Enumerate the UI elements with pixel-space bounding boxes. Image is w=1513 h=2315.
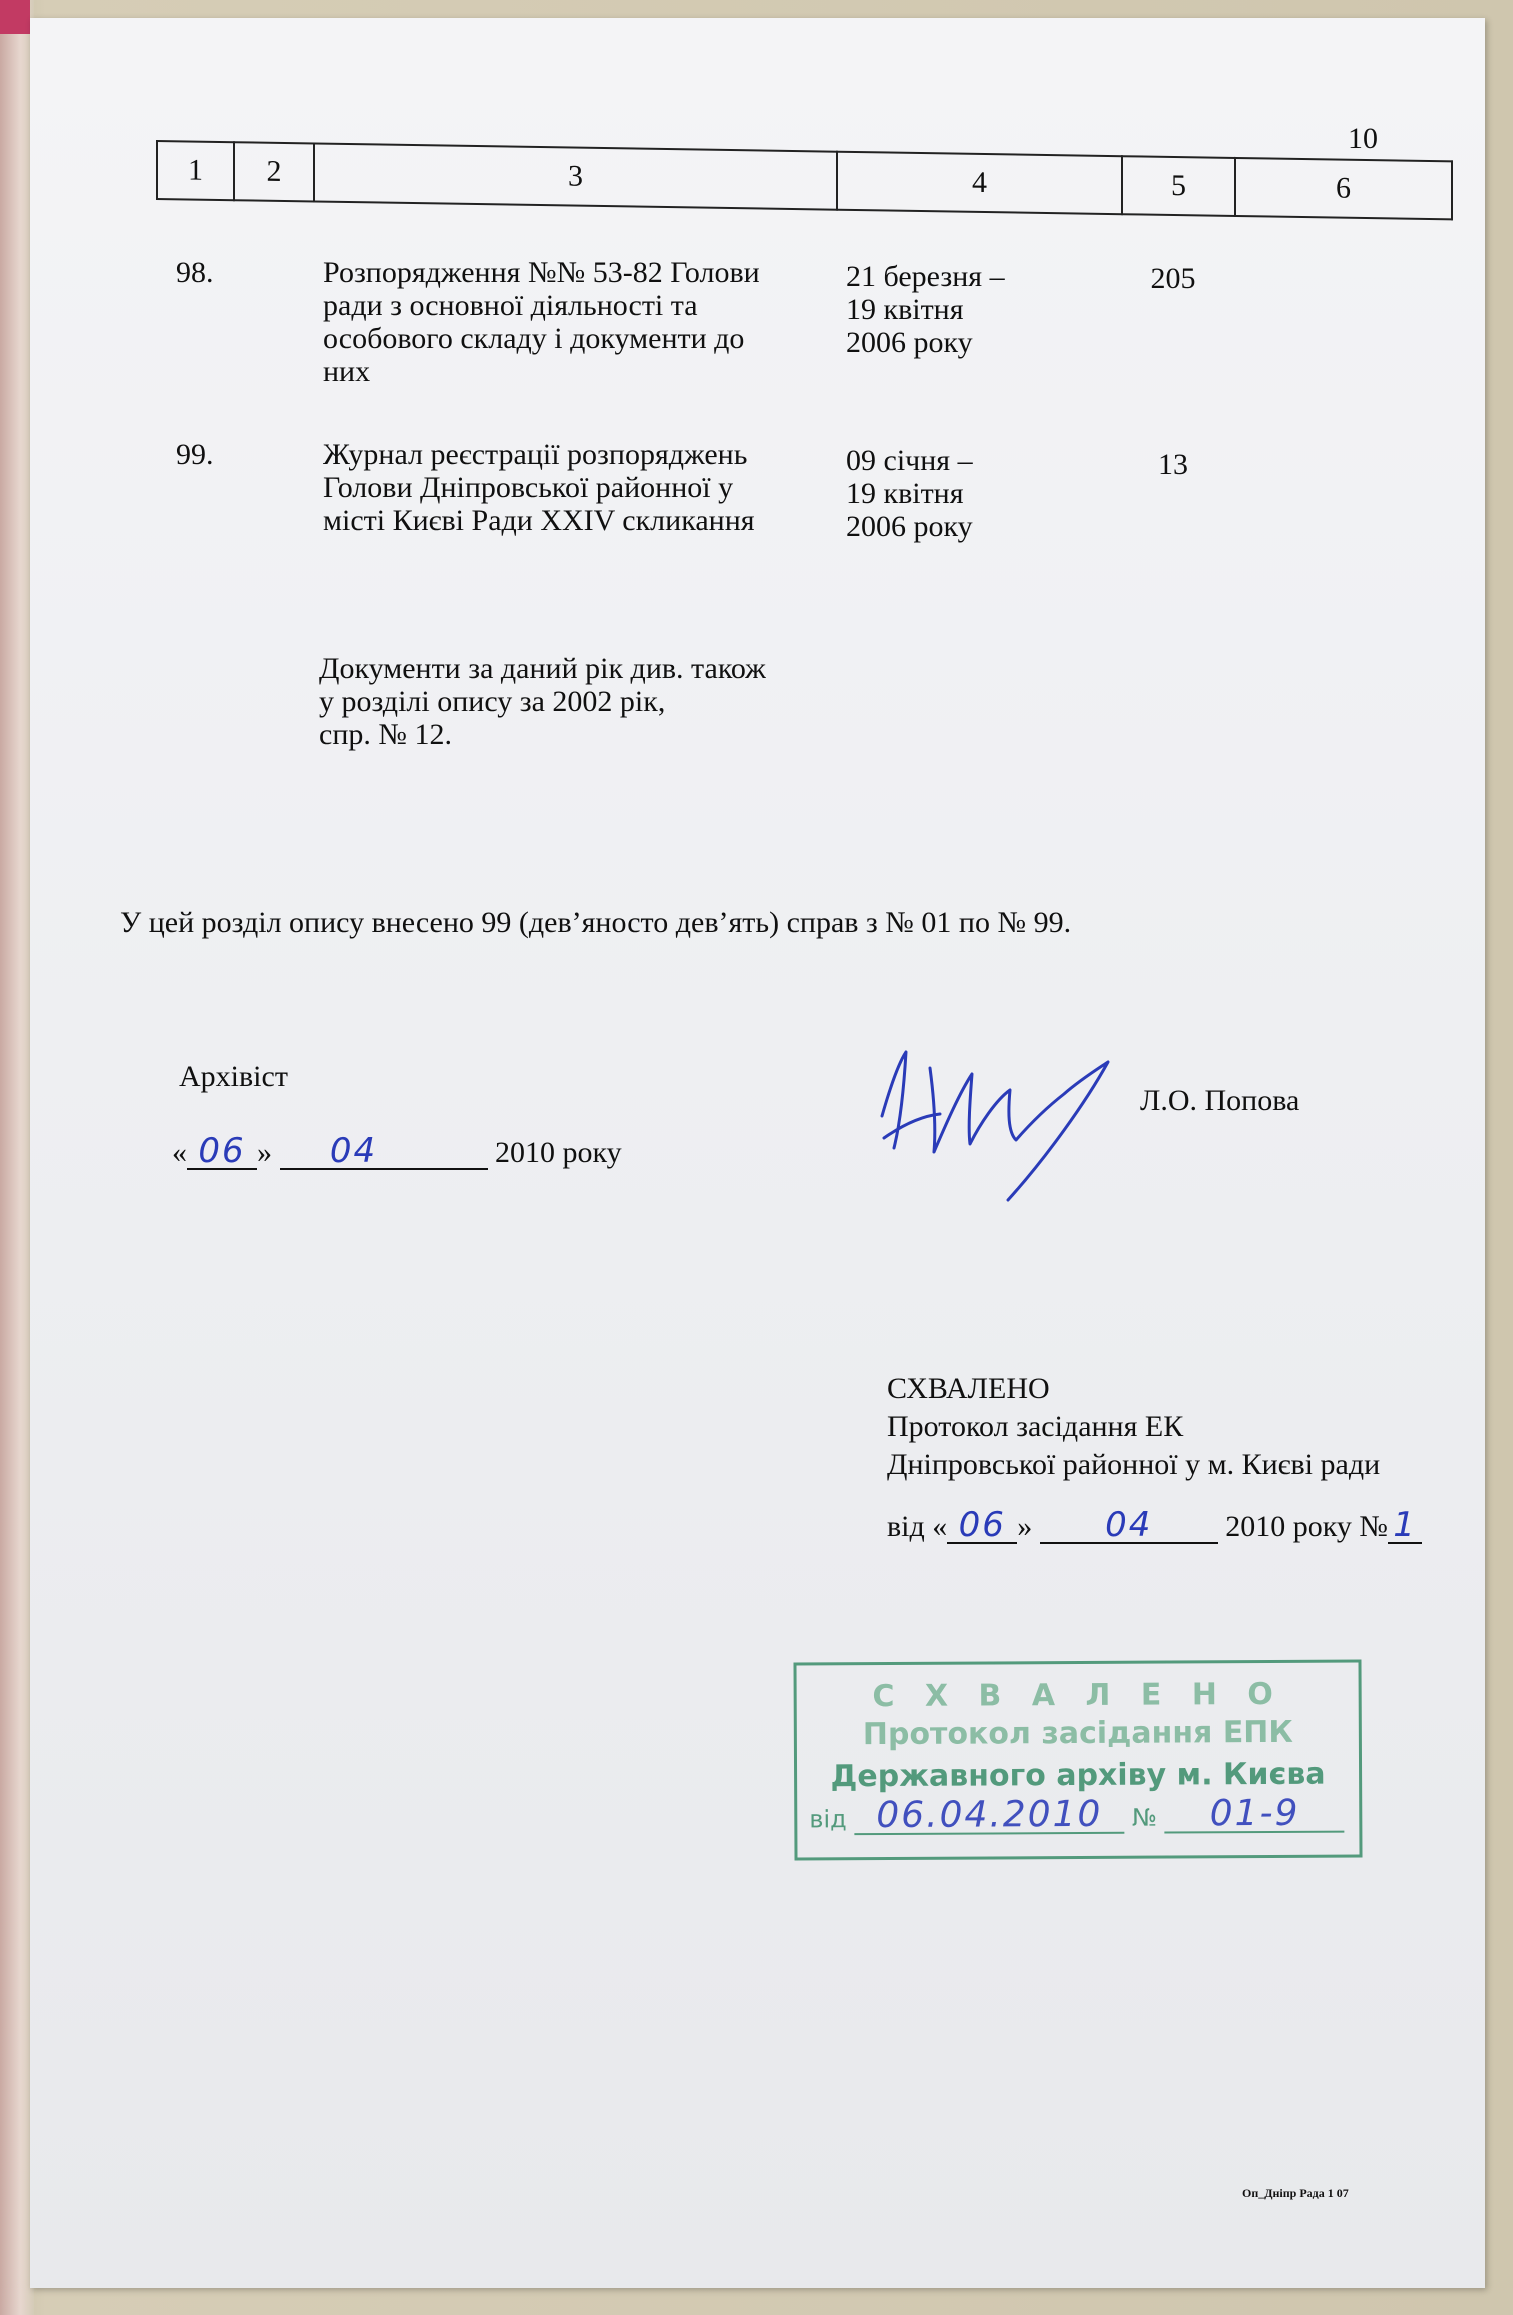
- stamp-line: Державного архіву м. Києва: [830, 1756, 1326, 1795]
- date-year: 2010 року: [495, 1136, 622, 1169]
- folder-corner: [0, 0, 30, 34]
- month-blank: [1040, 1505, 1218, 1545]
- note-line: спр. № 12.: [319, 718, 452, 751]
- column-header-table: [156, 140, 1453, 220]
- folder-binding: [0, 0, 34, 2315]
- date-close-quote: »: [257, 1136, 272, 1169]
- page-number: 10: [1348, 122, 1378, 155]
- stamp-date-line: [809, 1792, 1344, 1837]
- note-line: Документи за даний рік див. також: [319, 652, 766, 685]
- approval-date: [887, 1505, 1422, 1545]
- handwritten-number: 1: [1393, 1505, 1417, 1545]
- stamp-date-prefix: від: [809, 1805, 847, 1834]
- stamp-title: С Х В А Л Е Н О: [872, 1676, 1283, 1715]
- column-number-6: 6: [1235, 158, 1452, 219]
- stamp-line: Протокол засідання ЕПК: [862, 1714, 1293, 1753]
- approval-stamp: [793, 1660, 1362, 1861]
- row-title-line: ради з основної діяльності та: [323, 289, 698, 322]
- column-number-4: 4: [837, 152, 1122, 214]
- row-date-line: 2006 року: [846, 510, 973, 543]
- row-title: [323, 438, 843, 537]
- row-dates: [846, 444, 1066, 543]
- row-date-line: 2006 року: [846, 326, 973, 359]
- stamp-number-prefix: №: [1131, 1803, 1158, 1832]
- date-prefix: від «: [887, 1510, 948, 1543]
- number-blank: [1388, 1505, 1422, 1545]
- handwritten-day: 06: [198, 1131, 246, 1171]
- day-blank: [187, 1131, 257, 1171]
- handwritten-signature: [850, 1028, 1130, 1208]
- row-title-line: Журнал реєстрації розпоряджень: [323, 438, 748, 471]
- handwritten-stamp-number: 01-9: [1209, 1792, 1300, 1835]
- row-sheet-count: 13: [1158, 448, 1188, 481]
- date-open-quote: «: [172, 1136, 187, 1169]
- row-title-line: особового складу і документи до: [323, 322, 745, 355]
- row-title-line: них: [323, 355, 371, 388]
- archivist-name: Л.О. Попова: [1140, 1084, 1300, 1117]
- column-number-3: 3: [314, 143, 837, 209]
- handwritten-day: 06: [958, 1505, 1006, 1545]
- handwritten-stamp-date: 06.04.2010: [876, 1793, 1103, 1837]
- column-number-2: 2: [234, 142, 314, 201]
- row-title-line: місті Києві Ради XXIV скликання: [323, 504, 755, 537]
- row-title: [323, 256, 843, 388]
- handwritten-month: 04: [329, 1131, 378, 1171]
- row-date-line: 19 квітня: [846, 293, 964, 326]
- archivist-date: [172, 1131, 622, 1171]
- cross-reference-note: [319, 652, 839, 751]
- archivist-label: Архівіст: [179, 1060, 288, 1093]
- row-date-line: 09 січня –: [846, 444, 973, 477]
- section-summary: У цей розділ опису внесено 99 (дев’яносто дев’ять) справ з № 01 по № 99.: [120, 906, 1072, 939]
- approval-title: СХВАЛЕНО: [887, 1372, 1050, 1405]
- column-number-5: 5: [1122, 156, 1235, 216]
- month-blank: [280, 1131, 488, 1171]
- row-number: 99.: [176, 438, 214, 471]
- form-code: Оп_Дніпр Рада 1 07: [1242, 2186, 1349, 2200]
- date-year: 2010 року №: [1225, 1510, 1389, 1543]
- row-date-line: 21 березня –: [846, 260, 1005, 293]
- row-date-line: 19 квітня: [846, 477, 964, 510]
- approval-line: Протокол засідання ЕК: [887, 1410, 1184, 1443]
- date-close-quote: »: [1017, 1510, 1033, 1543]
- document-page: [30, 18, 1485, 2288]
- day-blank: [947, 1505, 1017, 1545]
- row-dates: [846, 260, 1066, 359]
- approval-ek-block: [887, 1370, 1422, 1544]
- row-sheet-count: 205: [1150, 262, 1196, 295]
- row-title-line: Розпорядження №№ 53-82 Голови: [323, 256, 760, 289]
- stamp-date-blank: [854, 1793, 1124, 1837]
- handwritten-month: 04: [1105, 1505, 1153, 1545]
- note-line: у розділі опису за 2002 рік,: [319, 685, 666, 718]
- row-title-line: Голови Дніпровської районної у: [323, 471, 734, 504]
- column-number-1: 1: [157, 141, 234, 200]
- row-number: 98.: [176, 256, 214, 289]
- stamp-number-blank: [1165, 1792, 1345, 1835]
- approval-line: Дніпровської районної у м. Києві ради: [887, 1448, 1381, 1481]
